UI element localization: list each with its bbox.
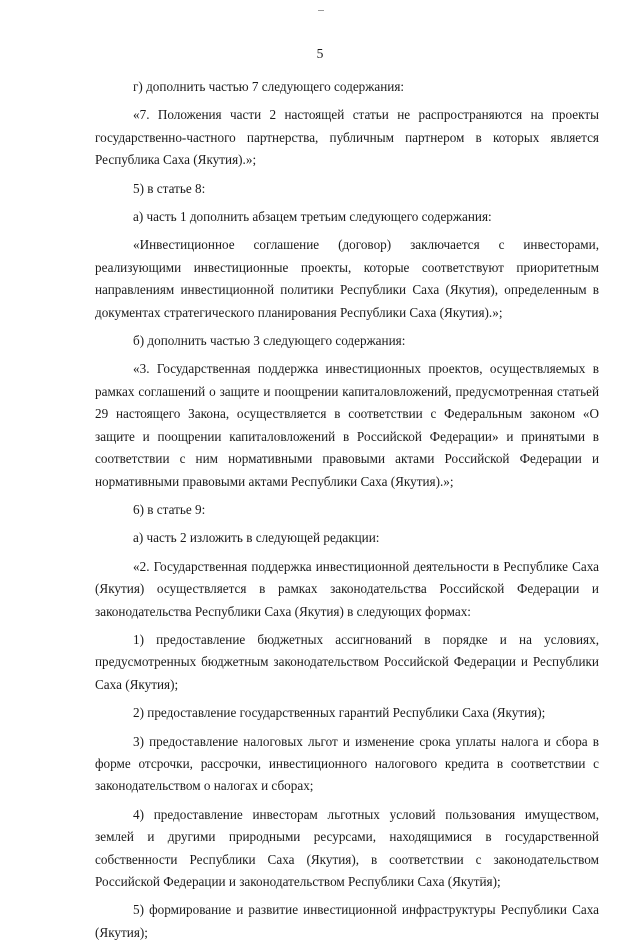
page-number: 5 <box>316 46 324 61</box>
document-body <box>95 76 599 950</box>
scan-mark-top <box>318 10 324 11</box>
paragraph-article8: 5) в статье 8: <box>133 180 206 196</box>
paragraph-investment-agreement: «Инвестиционное соглашение (договор) заключается с инвесторами, реализующими инвестиционные проекты, которые соответствуют приоритетным направлениям инвестиционной политики Республики Саха (Якутия), определенным в документах стратегического планирования Республики Саха (Якутия).»; <box>95 237 599 320</box>
list-item-3: 3) предоставление налоговых льгот и изменение срока уплаты налога и сбора в форме отсрочки, рассрочки, инвестиционного налогового кредита в соответствии с законодательством о налогах и сборах; <box>95 733 599 794</box>
paragraph-article8-b: б) дополнить частью 3 следующего содержания: <box>133 333 406 349</box>
paragraph-part2-text: «2. Государственная поддержка инвестиционной деятельности в Республике Саха (Якутия) осуществляется в рамках законодательства Российской Федерации и законодательства Республики Саха (Якутия) в следующих формах: <box>95 558 599 619</box>
paragraph-article9: 6) в статье 9: <box>133 501 206 517</box>
list-item-1: 1) предоставление бюджетных ассигнований в порядке и на условиях, предусмотренных бюджетным законодательством Российской Федерации и Республики Саха (Якутия); <box>95 631 599 692</box>
list-item-5: 5) формирование и развитие инвестиционной инфраструктуры Республики Саха (Якутия); <box>95 902 599 940</box>
list-item-2: 2) предоставление государственных гарантий Республики Саха (Якутия); <box>133 705 546 721</box>
paragraph-article9-a: а) часть 2 изложить в следующей редакции: <box>133 530 380 546</box>
paragraph-amend-part7: г) дополнить частью 7 следующего содержания: <box>133 79 405 94</box>
paragraph-part3-text: «3. Государственная поддержка инвестиционных проектов, осуществляемых в рамках соглашений о защите и поощрении капиталовложений, предусмотренная статьей 29 настоящего Закона, осуществляется в соответствии с Федеральным законом «О защите и поощрении капиталовложений в Российской Федерации» и принятыми в соответствии с ним нормативными правовыми актами Российской Федерации и нормативными правовыми актами Республики Саха (Якутия).»; <box>95 361 599 489</box>
paragraph-article8-a: а) часть 1 дополнить абзацем третьим следующего содержания: <box>133 209 492 225</box>
list-item-4: 4) предоставление инвесторам льготных условий пользования имуществом, землей и другими природными ресурсами, находящимися в государственной собственности Республики Саха (Якутия), в соответствии с законодательством Российской Федерации и законодательством Республики Саха (Якутия); <box>95 806 599 889</box>
paragraph-part7-text: «7. Положения части 2 настоящей статьи не распространяются на проекты государственно-частного партнерства, публичным партнером в которых является Республика Саха (Якутия).»; <box>95 107 599 168</box>
